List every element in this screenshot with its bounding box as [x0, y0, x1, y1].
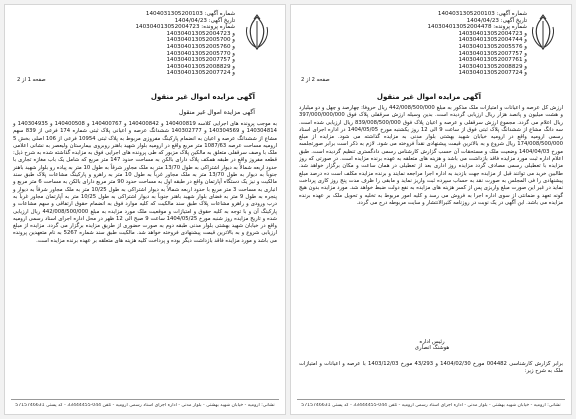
meta-line: و 140304013052005700	[166, 37, 235, 44]
meta-line: و 140304013052004744	[458, 37, 527, 44]
iran-emblem-icon	[527, 13, 559, 53]
meta-line: و 140304013052004723	[458, 30, 527, 37]
meta-line: و 140304013052005770	[166, 50, 235, 57]
meta-line: و 140304013052007724	[458, 70, 527, 77]
notice-body: ارزش کل عرصه و اعیانات و امتیازات ملک مذکور به مبلغ 442/008/500/000 ریال حروفاً: چهارصد و چهل و دو میلیارد و هشت میلیون و پانصد هزار ریال ارزیابی گردیده است. بدین وسیله ارزش سرقفلی پلاک فوق 397/000/000/000 ریال اعلام می گردد. مجموع ارزش سرقفلی و عرصه و اعیان پلاک فوق 839/008/500/000 ریال ارزیابی شده است. سه دانگ مشاع از ششدانگ پلاک ثبتی فوق از ساعت 9 الی 12 روز یکشنبه مورخ 1404/05/05 در اداره اجرای اسناد رسمی ارومیه واقع در ارومیه خیابان شهید بهشتی بلوار مدنی به مزایده گذاشته می شود. مزایده از مبلغ 174/008/500/000 ریال شروع و به بالاترین قیمت پیشنهادی نقداً فروخته می شود. لازم به ذکر است برابر صورتجلسه مورخ 1404/04/03 وضعیت ملک و مستحقات آن حسب گزارش کارشناس رسمی دادگستری تنظیم گردیده است. طبق اعلام اداره ثبت مورد مزایده فاقد بازداشت می باشد و هزینه های متعلقه به عهده برنده مزایده است. در صورتی که روز مزایده با تعطیلی رسمی مصادف گردد مزایده روز اداری بعد از تعطیلی در همان ساعت و مکان برگزار خواهد شد. طالبین خرید می توانند قبل از مزایده جهت بازدید به اداره اجرا مراجعه نمایند و برنده مزایده مکلف است ده درصد مبلغ پیشنهادی را فی المجلس به صورت نقد به حساب سپرده ثبت واریز نماید و مابقی را ظرف مدت پنج روز کاری پرداخت نماید در غیر این صورت مبلغ واریزی پس از کسر هزینه های مزایده به نفع دولت ضبط خواهد شد. مورد مزایده بدون هیچ گونه تعهد و ضمانتی از سوی اداره اجرا به فروش می رسد و کلیه امور مربوط به تخلیه و تحویل ملک بر عهده برنده مزایده می باشد. این آگهی در یک نوبت در روزنامه کثیرالانتشار و سایت مربوطه درج می گردد.	[299, 105, 563, 206]
notice-metadata	[407, 11, 527, 77]
sign-label: رئیس اداره	[419, 339, 445, 345]
meta-line: شماره پرونده: 140304013052004478	[427, 24, 527, 31]
sign-name: هوشنگ انصاری	[414, 345, 450, 351]
page-footer: نشانی: ارومیه - خیابان شهید بهشتی - بلوار مدنی - اداره اجرای اسناد رسمی ارومیه - تلفن 044-33444455 - کد پستی 5715746631	[301, 403, 561, 408]
notice-title: آگهی مزایده اموال غیر منقول	[150, 93, 255, 101]
notice-body: به موجب پرونده های اجرایی کلاسه 140400819 و 140400842 و 140400767 و 140400508 و 140304935 و 140304814 و 140304569 و 140302777 ششدانگ عرصه و اعیانی پلاک ثبتی شماره 174 فرعی از 839 سهم مشاع از ششدانگ عرصه و اعیان به انضمام پارکینگ مفروزی مربوط به پلاک ثبتی 10954 فرعی از 106 اصلی بخش 5 ارومیه مساحت عرصه 1087/63 متر مربع واقع در ارومیه بلوار شهید باهنر روبروی بیمارستان ولیعصر به نشانی اعلامی ملک با وصف سرقفلی متعلق به مالکین پلاک مزبور که طی پرونده های اجرایی فوق به مزایده گذاشته شده به شرح ذیل: قطعه مفروز واقع در طبقه همکف پلاک دارای بالکن به مساحت حدود 147 متر مربع که شامل یک باب مغازه تجاری با حدود اربعه شمالاً به دیوار اشتراکی به طول 13/70 متر به ملک مجاور شرقاً به طول 10 متر به پیاده رو بلوار شهید باهنر جنوباً به دیوار به طول 13/70 متر به ملک مجاور غرباً به طول 10 متر به راهرو و پارکینگ مشاعات پلاک طبق سند مالکیت و نیز یک دستگاه آپارتمان واقع در طبقه اول به مساحت حدود 90 متر مربع دارای بالکن به مساحت 6 متر مربع و انباری به مساحت 3 متر مربع با حدود اربعه شمالاً به دیوار اشتراکی به طول 10/25 متر به ملک مجاور شرقاً به دیوار و پنجره به طول 9 متر به فضای بلوار شهید باهنر جنوباً به دیوار اشتراکی به طول 10/25 متر به آپارتمان مجاور غرباً به درب ورودی و راهرو مشاعات پلاک طبق سند مالکیت که کلیه موارد فوق به انضمام حقوق ارتفاقی و سهم مشاعات و پارکینگ آن و با توجه به کلیه حقوق و امتیازات و موقعیت ملک مورد مزایده به مبلغ 442/008/500/000 ریال ارزیابی شده و تاریخ مزایده روز شنبه مورخ 1404/05/25 ساعت 9 صبح الی 12 ظهر در محل اداره اجرای اسناد رسمی ارومیه واقع در خیابان شهید بهشتی بلوار مدنی طبقه دوم به صورت حضوری از طریق مزایده برگزار می گردد. مزایده از مبلغ ارزیابی شروع و به بالاترین قیمت پیشنهادی فروخته خواهد شد. مالکیت طبق سند شماره 5267 به نام متعهدین پرونده می باشد و مورد مزایده فاقد بازداشت دیگر بوده و پرداخت کلیه هزینه های متعلقه بر عهده برنده مزایده است.	[13, 121, 277, 244]
meta-line: و 140304013052007757	[166, 57, 235, 64]
page-number: صفحه 2 از 2	[301, 77, 330, 83]
notice-subtitle: آگهی مزایده اموال غیر منقول	[178, 109, 255, 116]
meta-line: شماره آگهی: 1404031305200103	[437, 11, 527, 17]
meta-line: و 140304013052007724	[166, 70, 235, 77]
footer-divider	[11, 399, 279, 400]
document-page-right	[290, 4, 572, 415]
iran-emblem-icon	[241, 13, 273, 53]
expert-report-reference: برابر گزارش کارشناسی 004482 مورخ 1404/02/30 و 43/293 مورخ 1403/12/03 با عرصه و اعیانات و امتیازات ملک به شرح زیر:	[299, 361, 563, 375]
signature-block	[387, 339, 477, 351]
meta-line: و 140304013052004723	[166, 30, 235, 37]
notice-title: آگهی مزایده اموال غیر منقول	[376, 93, 481, 101]
notice-metadata	[115, 11, 235, 77]
meta-line: تاریخ آگهی: 1404/04/23	[174, 17, 235, 24]
document-page-left	[4, 4, 286, 415]
meta-line: و 140304013052007757	[458, 50, 527, 57]
meta-line: و 140304013052007761	[458, 57, 527, 64]
page-number: صفحه 1 از 2	[17, 77, 46, 83]
page-footer: نشانی: ارومیه - خیابان شهید بهشتی - بلوار مدنی - اداره اجرای اسناد رسمی ارومیه - تلفن 044-33444455 - کد پستی 5715746631	[15, 403, 275, 408]
meta-line: و 140304013052008829	[458, 63, 527, 70]
meta-line: شماره آگهی: 1404031305200103	[145, 11, 235, 17]
meta-line: و 140304013052005760	[166, 43, 235, 50]
meta-line: و 140304013052008829	[166, 63, 235, 70]
footer-divider	[297, 399, 565, 400]
meta-line: شماره پرونده: 140304013052004723	[135, 24, 235, 31]
meta-line: تاریخ آگهی: 1404/04/23	[466, 17, 527, 24]
meta-line: و 140304013052005576	[458, 43, 527, 50]
